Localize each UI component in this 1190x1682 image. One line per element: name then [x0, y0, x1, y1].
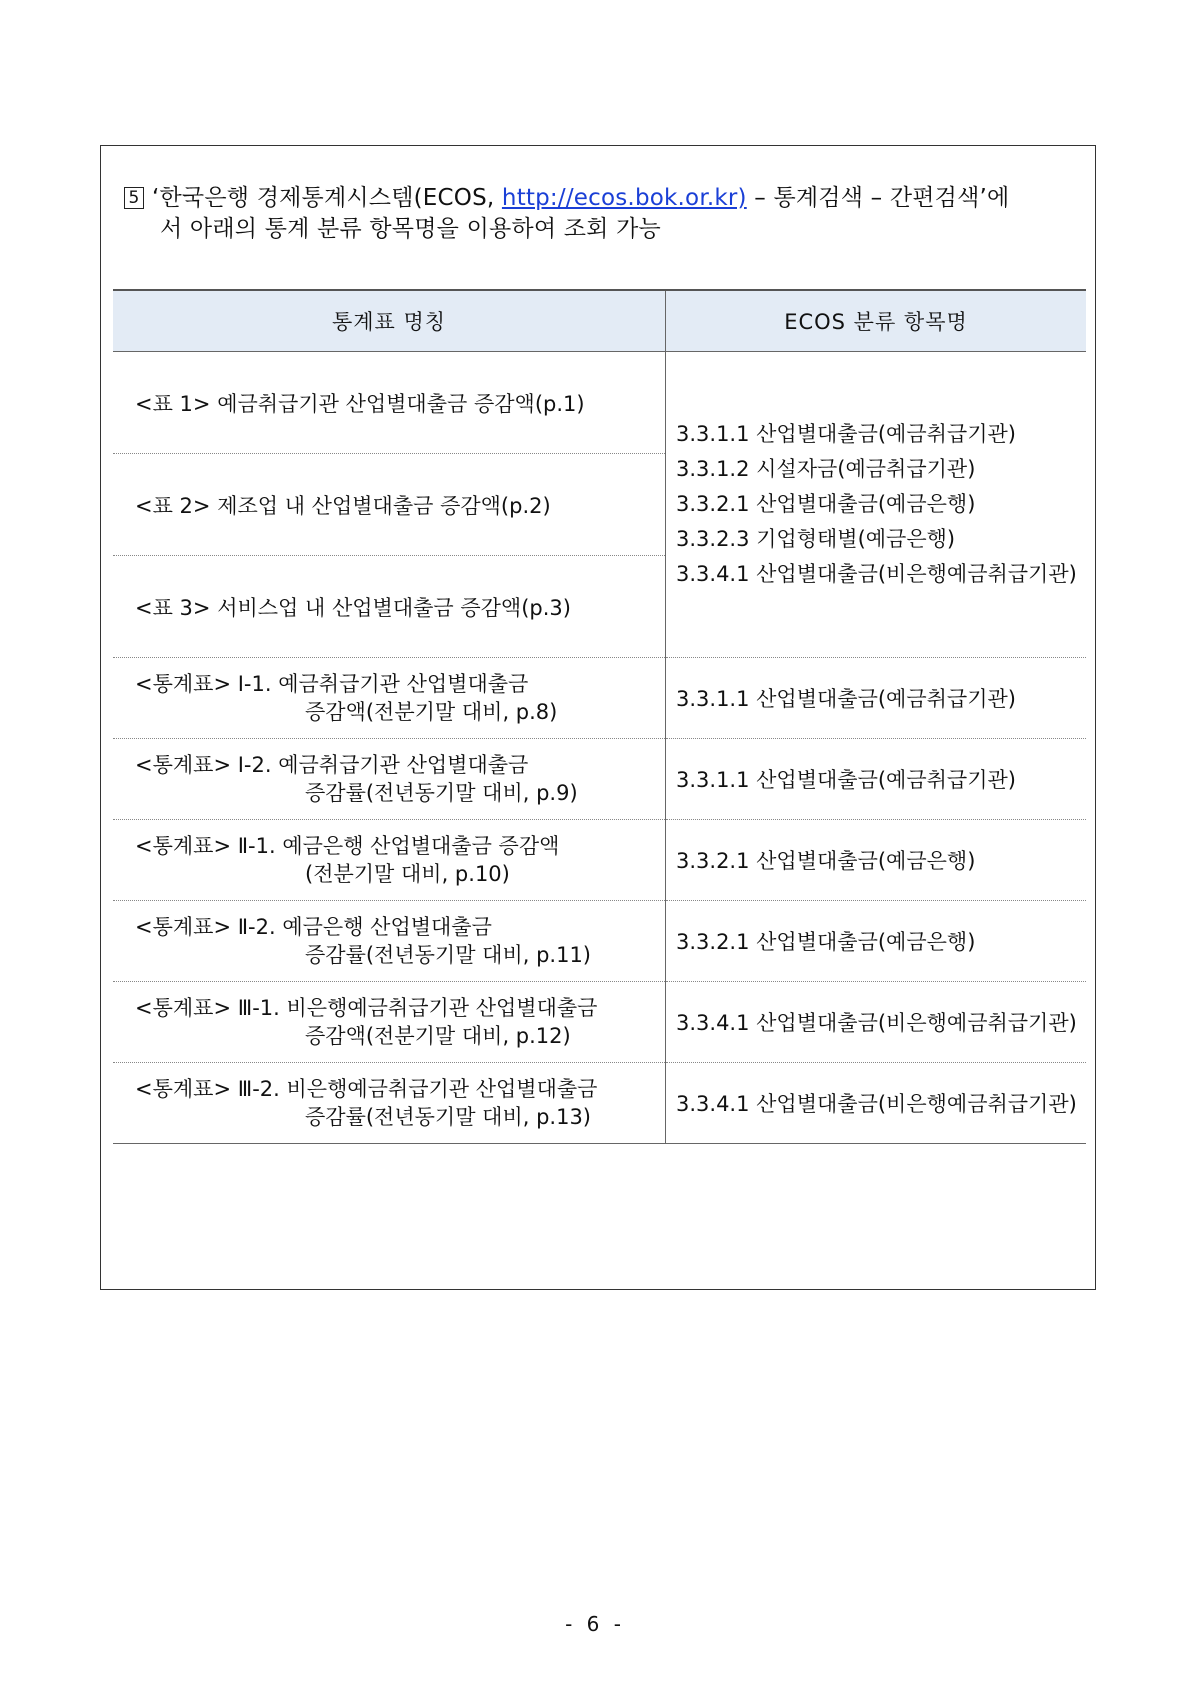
- table-name-line: 증감률(전년동기말 대비, p.13): [305, 1105, 591, 1129]
- table-name-cell: <표 3> 서비스업 내 산업별대출금 증감액(p.3): [113, 556, 666, 658]
- table-name-cell: [113, 658, 666, 739]
- table-name-line: <통계표> Ⅱ-2. 예금은행 산업별대출금: [135, 915, 492, 939]
- ecos-item: 3.3.2.3 기업형태별(예금은행): [676, 527, 956, 551]
- table-row: [113, 901, 1086, 982]
- table-row: [113, 352, 1086, 454]
- table-name-cell: [113, 901, 666, 982]
- table-name-line: 증감률(전년동기말 대비, p.11): [305, 943, 591, 967]
- table-row: [113, 739, 1086, 820]
- ecos-item: 3.3.1.1 산업별대출금(예금취급기관): [666, 658, 1087, 739]
- ecos-item: 3.3.4.1 산업별대출금(비은행예금취급기관): [666, 982, 1087, 1063]
- table-name-cell: [113, 739, 666, 820]
- ecos-item: 3.3.2.1 산업별대출금(예금은행): [666, 901, 1087, 982]
- table-name-line: <통계표> Ⅲ-1. 비은행예금취급기관 산업별대출금: [135, 996, 598, 1020]
- table-name-line: 증감액(전분기말 대비, p.12): [305, 1024, 571, 1048]
- item-number-badge: 5: [124, 187, 144, 209]
- ecos-item: 3.3.1.2 시설자금(예금취급기관): [676, 457, 976, 481]
- note-text-pre: ‘한국은행 경제통계시스템(ECOS,: [152, 185, 502, 211]
- ecos-item: 3.3.2.1 산업별대출금(예금은행): [666, 820, 1087, 901]
- ecos-group-cell: [666, 352, 1087, 658]
- note-line-2: 서 아래의 통계 분류 항목명을 이용하여 조회 가능: [160, 216, 661, 242]
- table-name-line: <통계표> Ⅱ-1. 예금은행 산업별대출금 증감액: [135, 834, 560, 858]
- table-row: [113, 820, 1086, 901]
- header-ecos-item: ECOS 분류 항목명: [666, 290, 1087, 352]
- ecos-link[interactable]: http://ecos.bok.or.kr): [501, 185, 747, 211]
- header-table-name: 통계표 명칭: [113, 290, 666, 352]
- table-name-cell: [113, 982, 666, 1063]
- table-name-line: (전분기말 대비, p.10): [305, 862, 510, 886]
- table-name-cell: <표 2> 제조업 내 산업별대출금 증감액(p.2): [113, 454, 666, 556]
- classification-table: [113, 289, 1086, 1144]
- table-row: [113, 1063, 1086, 1144]
- table-name-line: <통계표> Ⅰ-1. 예금취급기관 산업별대출금: [135, 672, 529, 696]
- table-name-line: 증감액(전분기말 대비, p.8): [305, 700, 558, 724]
- ecos-item: 3.3.4.1 산업별대출금(비은행예금취급기관): [676, 562, 1077, 586]
- table-name-line: 증감률(전년동기말 대비, p.9): [305, 781, 578, 805]
- table-name-cell: [113, 1063, 666, 1144]
- note-text-post: – 통계검색 – 간편검색’에: [746, 185, 1010, 211]
- table-name-line: <통계표> Ⅲ-2. 비은행예금취급기관 산업별대출금: [135, 1077, 598, 1101]
- ecos-item: 3.3.2.1 산업별대출금(예금은행): [676, 492, 976, 516]
- ecos-note: [124, 183, 1084, 245]
- table-name-cell: <표 1> 예금취급기관 산업별대출금 증감액(p.1): [113, 352, 666, 454]
- ecos-item: 3.3.4.1 산업별대출금(비은행예금취급기관): [666, 1063, 1087, 1144]
- table-row: [113, 658, 1086, 739]
- ecos-item: 3.3.1.1 산업별대출금(예금취급기관): [676, 422, 1016, 446]
- table-name-cell: [113, 820, 666, 901]
- table-name-line: <통계표> Ⅰ-2. 예금취급기관 산업별대출금: [135, 753, 529, 777]
- note-line-1: [124, 183, 1084, 214]
- ecos-item: 3.3.1.1 산업별대출금(예금취급기관): [666, 739, 1087, 820]
- table-header-row: [113, 290, 1086, 352]
- table-row: [113, 982, 1086, 1063]
- page-number: - 6 -: [565, 1612, 625, 1636]
